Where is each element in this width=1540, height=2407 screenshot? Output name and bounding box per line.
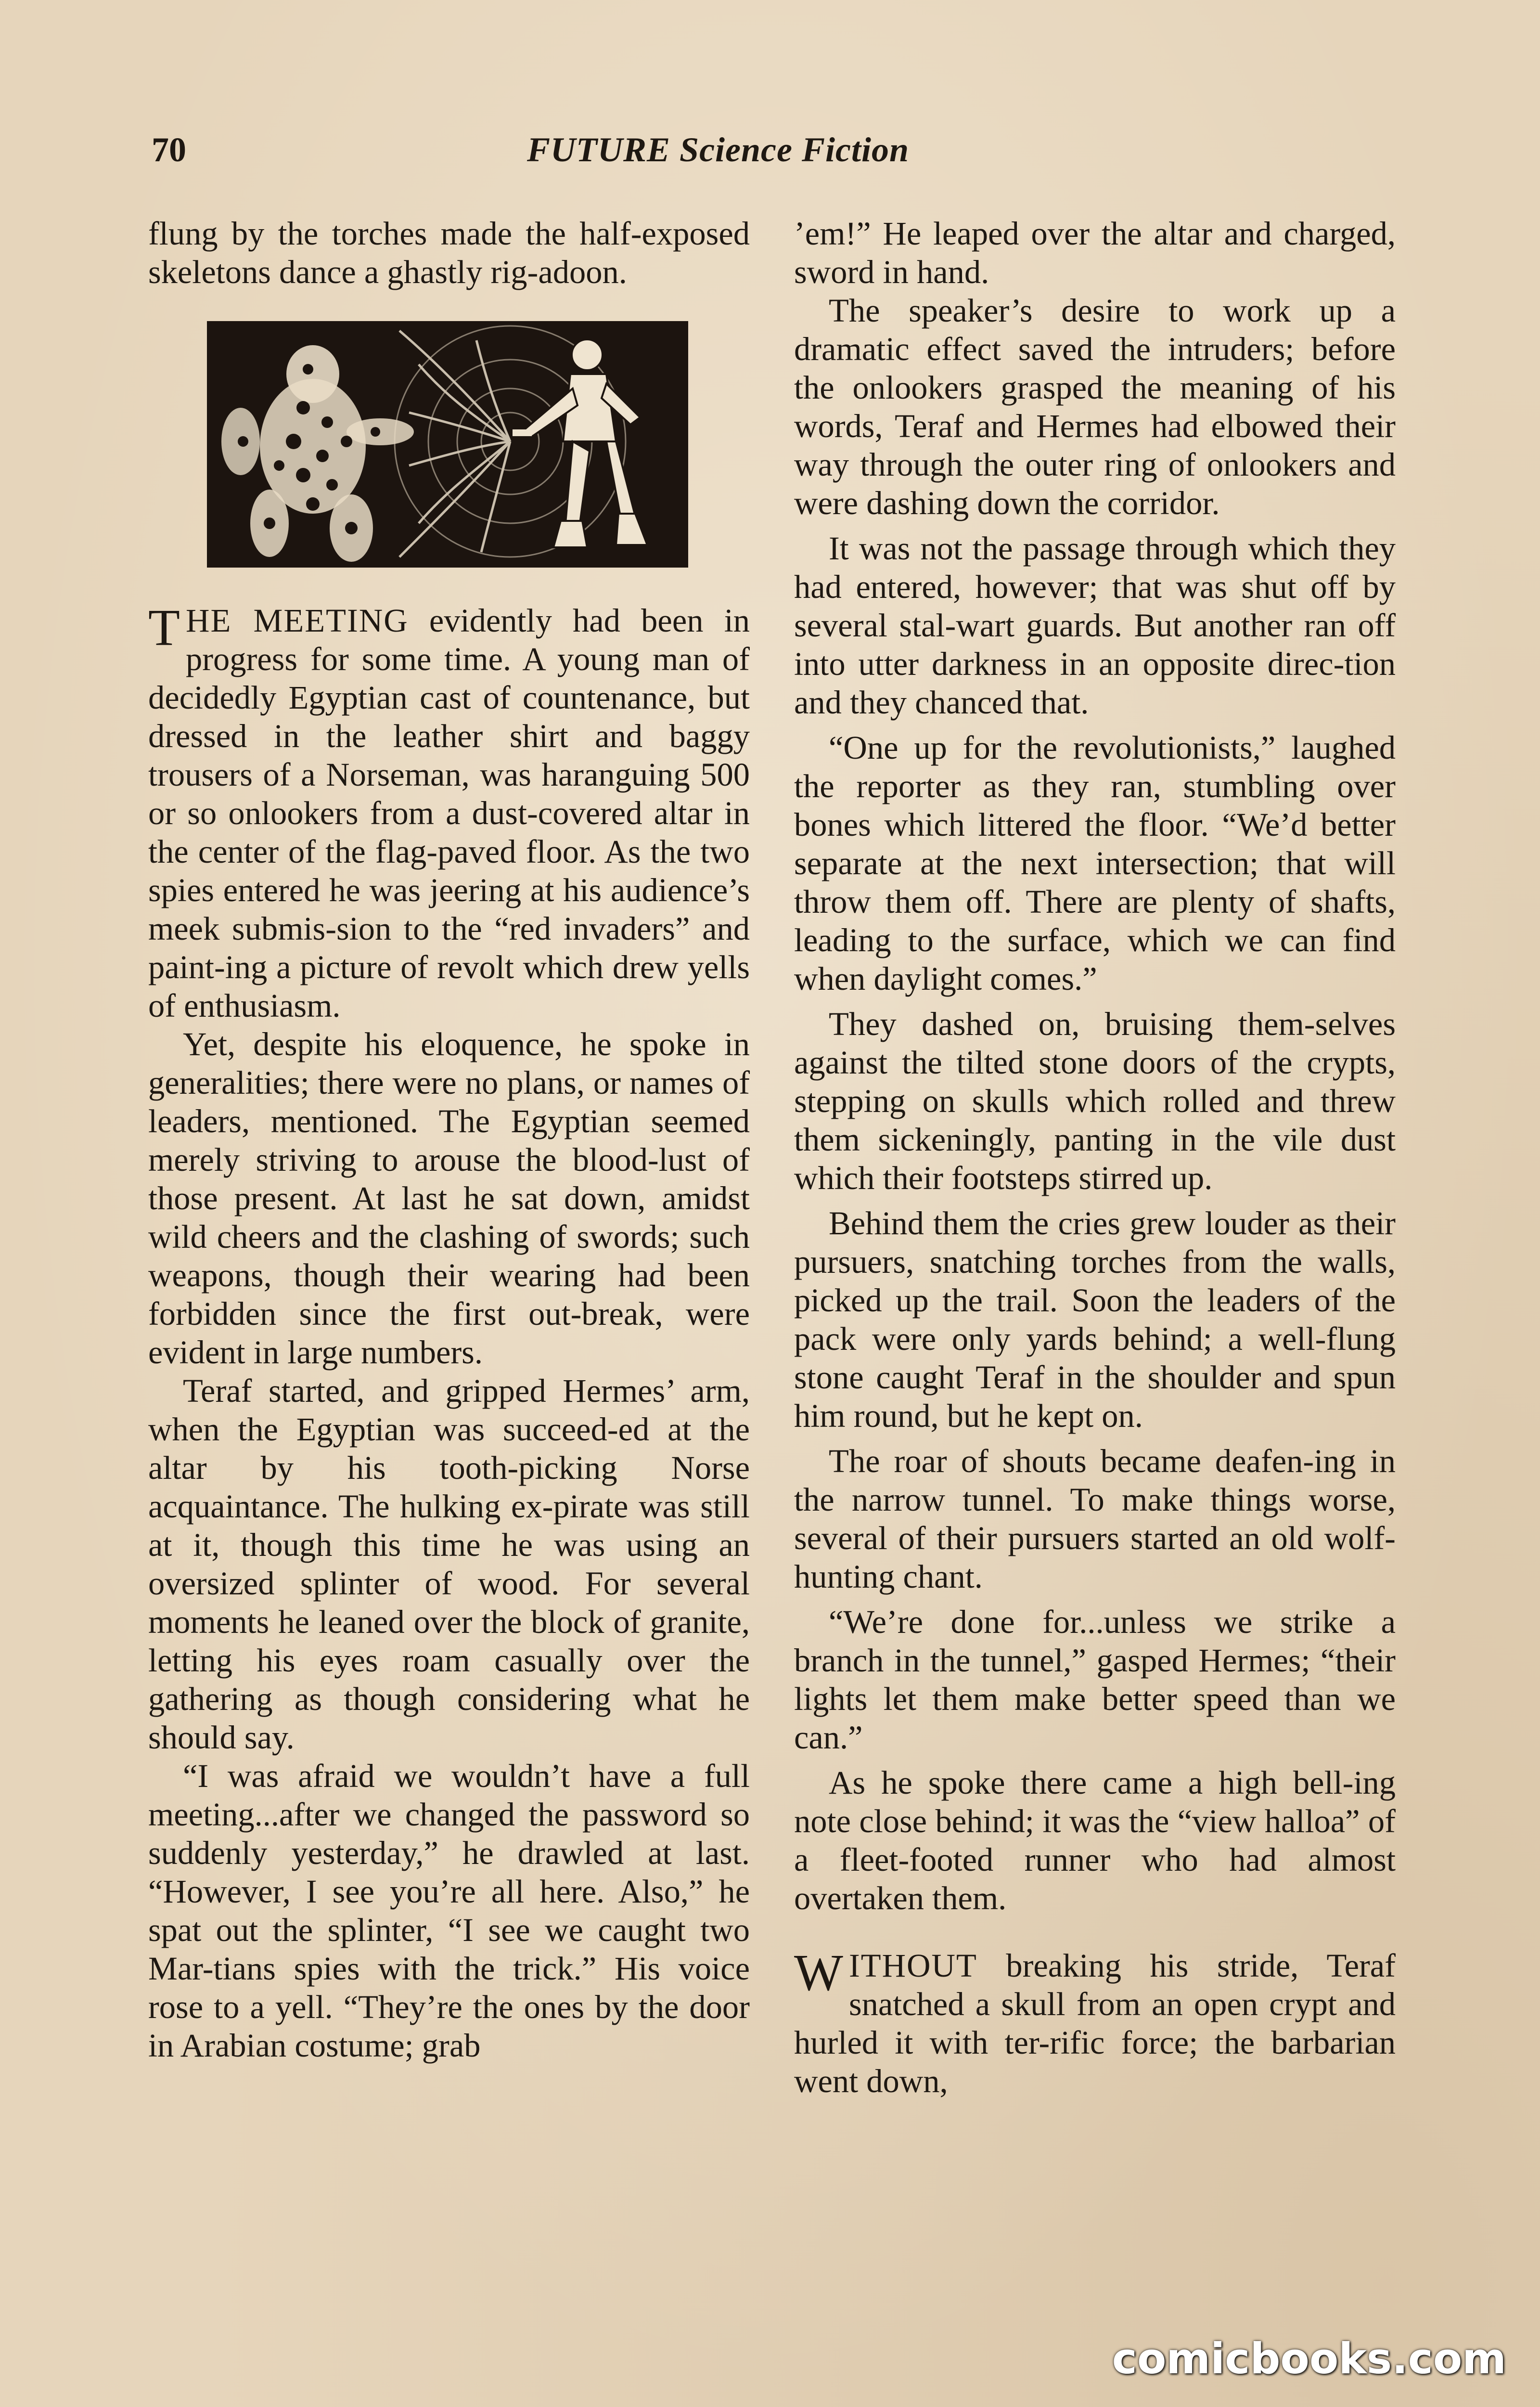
section-break xyxy=(794,1917,1396,1946)
paragraph: ’em!” He leaped over the altar and charged, sword in hand. xyxy=(794,215,1396,290)
paragraph-text: breaking his stride, Teraf snatched a skull from an open crypt and hurled it with ter-rific force; the barbarian went down, xyxy=(794,1947,1396,2099)
small-caps-lead: ITHOUT xyxy=(848,1947,977,1984)
paragraph: “We’re done for...unless we strike a branch in the tunnel,” gasped Hermes; “their lights let them make better speed than we can.” xyxy=(794,1604,1396,1756)
paragraph: The roar of shouts became deafen-ing in the narrow tunnel. To make things worse, several of their pursuers started an old wolf-hunting chant. xyxy=(794,1443,1396,1595)
paragraph: It was not the passage through which they had entered, however; that was shut off by several stal-wart guards. But another ran off into utter darkness in an opposite direc-tion and they chanced that. xyxy=(794,530,1396,721)
page-number: 70 xyxy=(152,130,186,169)
watermark: comicbooks.com xyxy=(1112,2334,1506,2383)
section-opening-paragraph xyxy=(148,601,750,1025)
right-column xyxy=(794,214,1396,2100)
left-column xyxy=(148,214,750,2065)
magazine-title: FUTURE Science Fiction xyxy=(527,130,909,169)
paragraph: As he spoke there came a high bell-ing note close behind; it was the “view halloa” of a fleet-footed runner who had almost overtaken them. xyxy=(794,1764,1396,1916)
paragraph: “I was afraid we wouldn’t have a full meeting...after we changed the password so suddenly yesterday,” he drawled at last. “However, I see you’re all here. Also,” he spat out the splinter, “I see we caught two Mar-tians spies with the trick.” His voice rose to a yell. “They’re the ones by the door in Arabian costume; grab xyxy=(148,1758,750,2064)
paragraph: Yet, despite his eloquence, he spoke in generalities; there were no plans, or names of leaders, mentioned. The Egyptian seemed merely striving to arouse the blood-lust of those present. At last he sat down, amidst wild cheers and the clashing of swords; such weapons, though their wearing had been forbidden since the first out-break, were evident in large numbers. xyxy=(148,1026,750,1371)
drop-cap: W xyxy=(794,1944,843,2002)
page-header xyxy=(152,130,1384,183)
paragraph: flung by the torches made the half-exposed skeletons dance a ghastly rig-adoon. xyxy=(148,215,750,290)
paragraph: “One up for the revolutionists,” laughed the reporter as they ran, stumbling over bones which littered the floor. “We’d better separate at the next intersection; that will throw them off. There are plenty of shafts, leading to the surface, which we can find when daylight comes.” xyxy=(794,729,1396,997)
paragraph: They dashed on, bruising them-selves against the tilted stone doors of the crypts, stepping on skulls which rolled and threw them sickeningly, panting in the vile dust which their footsteps stirred up. xyxy=(794,1006,1396,1196)
section-opening-paragraph xyxy=(794,1946,1396,2100)
paragraph-text: evidently had been in progress for some time. A young man of decidedly Egyptian cast of countenance, but dressed in the leather shirt and baggy trousers of a Norseman, was haranguing 500 or so onlookers from a dust-covered altar in the center of the flag-paved floor. As the two spies entered he was jeering at his audience’s meek submis-sion to the “red invaders” and paint-ing a picture of revolt which drew yells of enthusiasm. xyxy=(148,602,750,1024)
paragraph: Behind them the cries grew louder as their pursuers, snatching torches from the walls, picked up the trail. Soon the leaders of the pack were only yards behind; a well-flung stone caught Teraf in the shoulder and spun him round, but he kept on. xyxy=(794,1205,1396,1434)
small-caps-lead: HE MEETING xyxy=(185,602,409,639)
illustration-svg xyxy=(207,321,688,568)
paragraph: The speaker’s desire to work up a dramatic effect saved the intruders; before the onlookers grasped the meaning of his words, Teraf and Hermes had elbowed their way through the outer ring of onlookers and were dashing down the corridor. xyxy=(794,292,1396,521)
story-illustration xyxy=(207,321,688,568)
paragraph: Teraf started, and gripped Hermes’ arm, when the Egyptian was succeed-ed at the altar by his tooth-picking Norse acquaintance. The hulking ex-pirate was still at it, though this time he was using an oversized splinter of wood. For several moments he leaned over the block of granite, letting his eyes roam casually over the gathering as though considering what he should say. xyxy=(148,1372,750,1756)
drop-cap: T xyxy=(148,599,180,657)
